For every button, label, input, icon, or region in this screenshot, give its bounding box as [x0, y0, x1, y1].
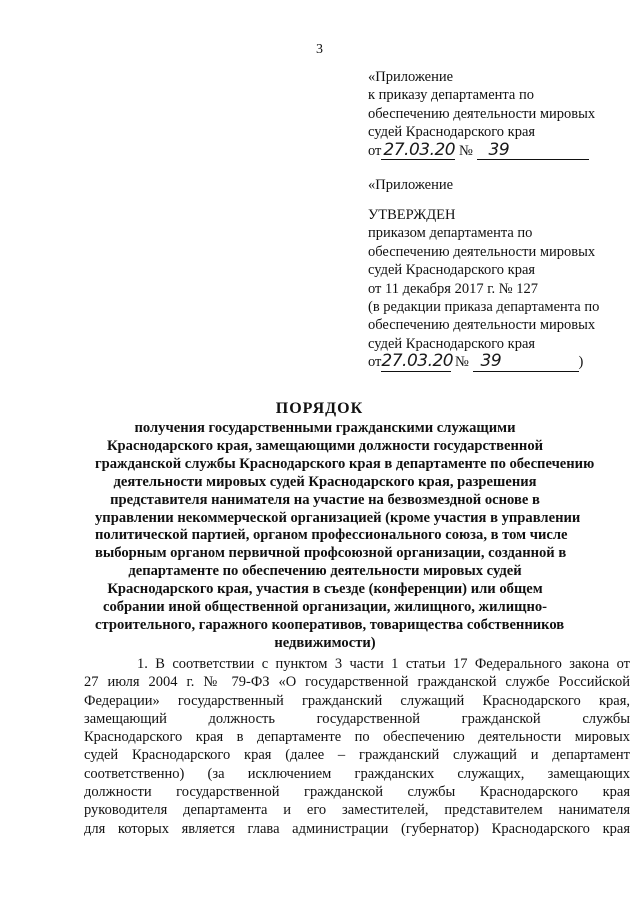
body-paragraph: [84, 655, 630, 838]
subtitle-line: Краснодарского края, замещающими должности государственной: [106, 437, 544, 454]
body-line: руководителя департамента и его заместителей, представителем нанимателя: [84, 802, 630, 819]
appendix-header-block: [368, 68, 633, 160]
number-prefix: №: [455, 354, 469, 371]
date-prefix: от: [368, 142, 382, 159]
header-line: «Приложение: [368, 69, 454, 85]
header-line: обеспечению деятельности мировых: [368, 105, 596, 122]
document-subtitle: [95, 420, 595, 653]
approved-line: приказом департамента по: [368, 225, 533, 242]
body-line: замещающий должность государственной гражданской службы: [84, 710, 630, 727]
header-line: судей Краснодарского края: [368, 124, 536, 141]
subtitle-line: деятельности мировых судей Краснодарского края, разрешения: [113, 473, 537, 490]
approved-line: от 11 декабря 2017 г. № 127: [368, 280, 538, 297]
approved-line: обеспечению деятельности мировых: [368, 317, 596, 334]
body-line: соответственно) (за исключением гражданских служащих, замещающих: [84, 765, 630, 782]
subtitle-line: строительного, гаражного кооперативов, товарищества собственников: [95, 616, 565, 633]
header-line: к приказу департамента по: [368, 87, 534, 104]
subtitle-line: собрании иной общественной организации, жилищного, жилищно-: [102, 599, 548, 616]
approved-line: судей Краснодарского края: [368, 262, 536, 279]
header-date-line: [368, 139, 633, 160]
subtitle-line: политической партией, органом профессионального союза, в том числе: [95, 527, 568, 544]
body-line: для которых является глава администрации (губернатор) Краснодарского края: [84, 820, 630, 837]
approved-block: [368, 206, 633, 372]
body-line: 1. В соответствии с пунктом 3 части 1 статьи 17 Федерального закона от: [137, 656, 630, 672]
subtitle-line: Краснодарского края, участия в съезде (конференции) или общем: [107, 581, 543, 598]
subtitle-line: недвижимости): [274, 634, 376, 651]
body-line: 27 июля 2004 г. № 79-ФЗ «О государственной гражданской службе Российской: [84, 674, 630, 691]
date-field: [381, 139, 456, 160]
subtitle-line: выборным органом первичной профсоюзной организации, созданной в: [95, 545, 567, 562]
date-prefix: от: [368, 354, 382, 371]
handwritten-date: 27.03.20: [383, 139, 456, 160]
approved-line: судей Краснодарского края: [368, 335, 536, 352]
subtitle-line: департаменте по обеспечению деятельности мировых судей: [128, 563, 522, 580]
body-line: Федерации» государственный гражданский служащий Краснодарского края,: [84, 692, 630, 709]
body-line: должности государственной гражданской службы Краснодарского края: [84, 784, 630, 801]
approved-date-line: [368, 353, 633, 371]
number-field: [477, 139, 589, 160]
page-number: 3: [316, 42, 323, 57]
appendix-label: «Приложение: [368, 177, 454, 193]
subtitle-line: гражданской службы Краснодарского края в департаменте по обеспечению: [95, 455, 595, 472]
date-field: [381, 351, 454, 372]
approved-line: УТВЕРЖДЕН: [368, 207, 456, 223]
body-line: судей Краснодарского края (далее – гражданский служащий и департамент: [84, 747, 630, 764]
handwritten-date: 27.03.20: [381, 351, 454, 372]
document-title: ПОРЯДОК: [275, 400, 364, 417]
number-prefix: №: [459, 142, 473, 159]
number-field: [473, 351, 579, 372]
approved-line: обеспечению деятельности мировых: [368, 243, 596, 260]
subtitle-line: представителя нанимателя на участие на безвозмездной основе в: [110, 491, 540, 508]
subtitle-line: получения государственными гражданскими служащими: [134, 420, 516, 436]
appendix-label-block: [368, 176, 633, 194]
closing-paren: ): [578, 354, 584, 371]
handwritten-number: 39: [488, 139, 510, 160]
approved-line: (в редакции приказа департамента по: [368, 299, 600, 316]
subtitle-line: управлении некоммерческой организацией (кроме участия в управлении: [95, 509, 581, 526]
body-line: Краснодарского края в департаменте по обеспечению деятельности мировых: [84, 729, 630, 746]
handwritten-number: 39: [480, 351, 502, 372]
